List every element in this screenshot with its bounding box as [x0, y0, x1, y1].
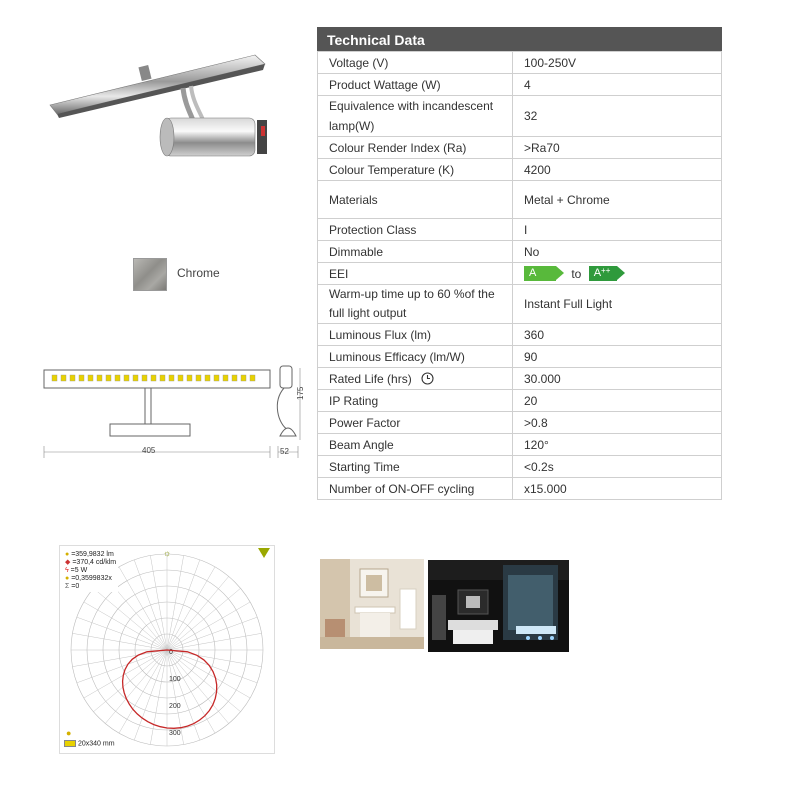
- spec-row: [318, 181, 722, 219]
- spec-row: [318, 324, 722, 346]
- led-dot: [124, 375, 129, 381]
- technical-data-table: [317, 27, 722, 500]
- bulb-icon: ●: [65, 575, 70, 582]
- spec-value: 20: [513, 390, 722, 412]
- led-dot: [196, 375, 201, 381]
- led-dot: [106, 375, 111, 381]
- led-dot: [250, 375, 255, 381]
- photometric-legend: [63, 550, 118, 592]
- finish-label: Chrome: [177, 266, 220, 280]
- spec-value: Metal + Chrome: [513, 181, 722, 219]
- legend-zero: Σ =0: [65, 583, 80, 590]
- product-photo: [45, 48, 270, 170]
- eei-to-letter: A: [593, 267, 602, 280]
- spec-row: [318, 434, 722, 456]
- spec-value: 100-250V: [513, 52, 722, 74]
- led-dot: [241, 375, 246, 381]
- chrome-swatch: [133, 258, 167, 291]
- spec-row: [318, 368, 722, 390]
- room-photo-dark: [428, 560, 569, 652]
- led-dot: [52, 375, 57, 381]
- spec-row: [318, 478, 722, 500]
- eei-value: [513, 263, 722, 285]
- spec-label: Equivalence with incandescent lamp(W): [318, 96, 513, 137]
- eei-to-badge: [589, 266, 617, 281]
- spec-label: EEI: [318, 263, 513, 285]
- bulb-icon: ●: [65, 551, 70, 558]
- led-dot: [232, 375, 237, 381]
- spec-value: 120°: [513, 434, 722, 456]
- legend-intensity: ◆ =370,4 cd/klm: [65, 559, 117, 566]
- led-dot: [223, 375, 228, 381]
- technical-data-title: Technical Data: [317, 27, 722, 51]
- spec-value: >0.8: [513, 412, 722, 434]
- spec-row: [318, 241, 722, 263]
- lamp-size: 20x340 mm: [64, 740, 115, 748]
- spec-value: >Ra70: [513, 137, 722, 159]
- led-dot: [61, 375, 66, 381]
- warning-triangle-icon: [258, 548, 270, 558]
- polar-radial-label: 0: [169, 649, 173, 656]
- spec-label: Beam Angle: [318, 434, 513, 456]
- spec-row: [318, 412, 722, 434]
- led-dot: [97, 375, 102, 381]
- spec-label: Starting Time: [318, 456, 513, 478]
- led-dot: [169, 375, 174, 381]
- candela-icon: ◆: [65, 559, 71, 566]
- sigma-icon: Σ: [65, 583, 70, 590]
- spec-label-with-icon: [318, 368, 513, 390]
- spec-value: x15.000: [513, 478, 722, 500]
- spec-row: [318, 263, 722, 285]
- spec-row: [318, 219, 722, 241]
- dimension-drawing: [40, 362, 310, 462]
- led-dot: [133, 375, 138, 381]
- spec-label: Dimmable: [318, 241, 513, 263]
- eei-from-badge: A: [524, 266, 556, 281]
- led-dot: [79, 375, 84, 381]
- spec-row: [318, 390, 722, 412]
- bulb-icon: ●: [66, 728, 72, 738]
- spec-label: Product Wattage (W): [318, 74, 513, 96]
- spec-label: Colour Render Index (Ra): [318, 137, 513, 159]
- polar-radial-label: 200: [169, 703, 181, 710]
- bolt-icon: ϟ: [65, 567, 69, 574]
- led-dot: [214, 375, 219, 381]
- polar-radial-label: 100: [169, 676, 181, 683]
- dimension-width: 405: [142, 446, 156, 455]
- spec-value: 32: [513, 96, 722, 137]
- spec-row: [318, 285, 722, 324]
- spec-row: [318, 456, 722, 478]
- led-dot: [187, 375, 192, 381]
- led-dot: [115, 375, 120, 381]
- legend-factor: ● =0,3599832x: [65, 575, 112, 582]
- spec-label: Materials: [318, 181, 513, 219]
- legend-power: ϟ =5 W: [65, 567, 88, 574]
- led-dot: [178, 375, 183, 381]
- spec-value: 90: [513, 346, 722, 368]
- spec-row: [318, 52, 722, 74]
- clock-icon: [421, 372, 434, 385]
- spec-label: Voltage (V): [318, 52, 513, 74]
- led-dot: [151, 375, 156, 381]
- spec-label: Protection Class: [318, 219, 513, 241]
- legend-flux: ● =359,9832 lm: [65, 551, 114, 558]
- spec-value: <0.2s: [513, 456, 722, 478]
- spec-label: Colour Temperature (K): [318, 159, 513, 181]
- led-dot: [88, 375, 93, 381]
- spec-label: Warm-up time up to 60 %of the full light output: [318, 285, 513, 324]
- spec-label: Luminous Flux (lm): [318, 324, 513, 346]
- luminaire-icon: ☼: [163, 548, 172, 558]
- light-distribution-curve: [123, 650, 217, 728]
- spec-row: [318, 96, 722, 137]
- dimension-depth: 52: [280, 447, 289, 456]
- spec-value: No: [513, 241, 722, 263]
- spec-label: Rated Life (hrs): [329, 371, 412, 386]
- spec-value: 360: [513, 324, 722, 346]
- eei-to-word: to: [571, 266, 582, 281]
- led-dot: [142, 375, 147, 381]
- polar-radial-label: 300: [169, 730, 181, 737]
- spec-label: Power Factor: [318, 412, 513, 434]
- eei-to-sup: ++: [601, 266, 611, 276]
- spec-row: [318, 74, 722, 96]
- spec-value: 30.000: [513, 368, 722, 390]
- spec-label: Number of ON-OFF cycling: [318, 478, 513, 500]
- led-dot: [70, 375, 75, 381]
- spec-value: 4: [513, 74, 722, 96]
- spec-value: 4200: [513, 159, 722, 181]
- spec-value: I: [513, 219, 722, 241]
- spec-label: Luminous Efficacy (lm/W): [318, 346, 513, 368]
- spec-row: [318, 137, 722, 159]
- led-dot: [205, 375, 210, 381]
- dimension-height: 175: [296, 386, 305, 400]
- led-dot: [160, 375, 165, 381]
- photometric-diagram: [59, 545, 275, 754]
- spec-label: IP Rating: [318, 390, 513, 412]
- spec-row: [318, 346, 722, 368]
- spec-row: [318, 159, 722, 181]
- spec-value: Instant Full Light: [513, 285, 722, 324]
- room-photo-light: [320, 559, 424, 649]
